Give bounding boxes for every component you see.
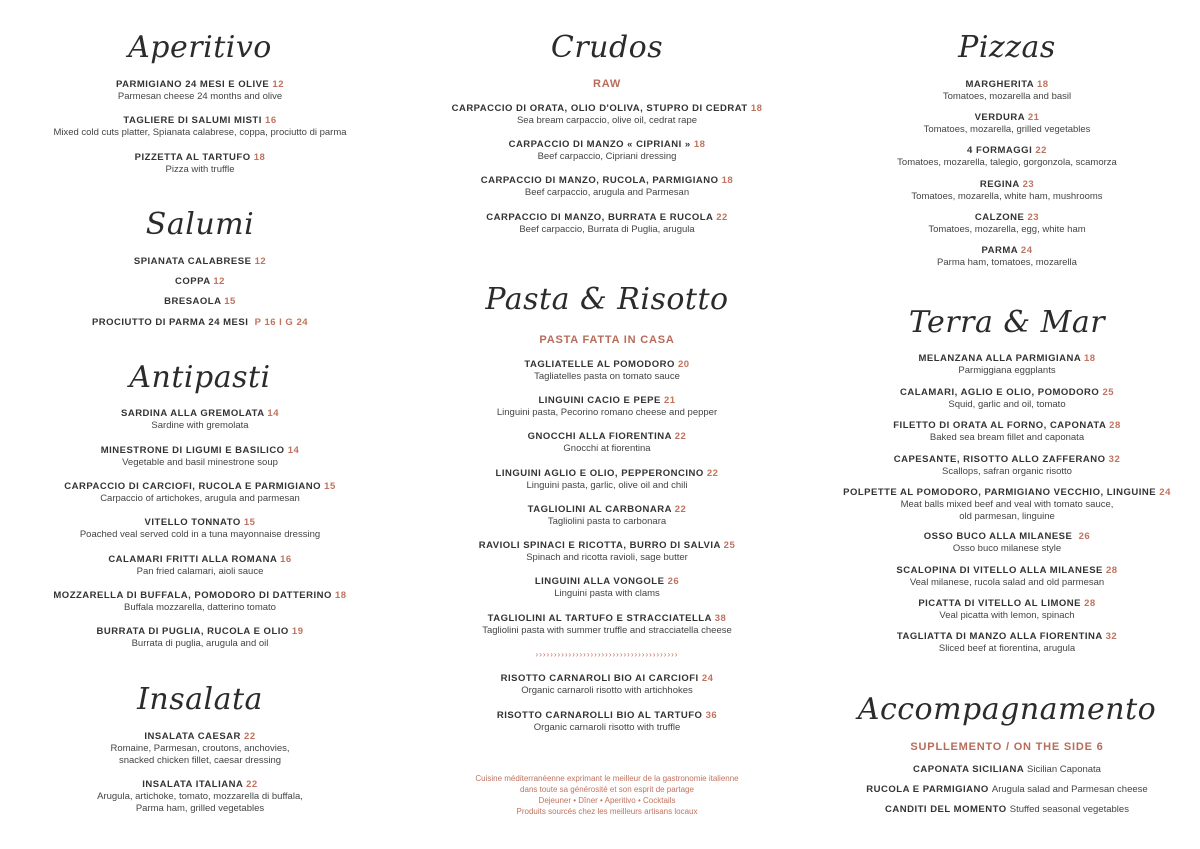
menu-item	[814, 353, 1200, 377]
footer-note	[400, 773, 814, 817]
menu-item	[400, 139, 814, 163]
menu-item	[814, 179, 1200, 203]
item-price: 16	[265, 115, 277, 126]
menu-item	[0, 152, 400, 176]
item-name: CAPESANTE, RISOTTO ALLO ZAFFERANO	[893, 454, 1106, 465]
item-name: VITELLO TONNATO	[144, 517, 241, 528]
item-price: 18	[750, 103, 763, 114]
item-name: CALAMARI FRITTI ALLA ROMANA	[108, 554, 277, 565]
menu-item	[814, 565, 1200, 589]
item-desc: Beef carpaccio, arugula and Parmesan	[524, 187, 690, 198]
item-name: VERDURA	[974, 112, 1025, 123]
menu-item	[0, 317, 400, 329]
item-price: 36	[705, 710, 718, 721]
item-name: MOZZARELLA DI BUFFALA, POMODORO DI DATTERINO	[53, 590, 332, 601]
item-name: INSALATA ITALIANA	[142, 779, 243, 790]
menu-item	[814, 112, 1200, 136]
item-name: MELANZANA ALLA PARMIGIANA	[918, 353, 1081, 364]
menu-item	[0, 256, 400, 268]
item-price: 25	[1102, 387, 1115, 398]
item-price: 22	[674, 504, 687, 515]
item-price: 21	[663, 395, 676, 406]
item-desc: Tomatoes, mozarella, talegio, gorgonzola, scamorza	[897, 157, 1117, 168]
item-price: 19	[291, 626, 304, 637]
item-name: MARGHERITA	[965, 79, 1034, 90]
menu-item	[814, 387, 1200, 411]
item-price: 12	[272, 79, 284, 90]
item-desc: Veal milanese, rucola salad and old parmesan	[909, 577, 1105, 588]
item-price: 18	[253, 152, 266, 163]
item-name: BURRATA DI PUGLIA, RUCOLA E OLIO	[96, 626, 289, 637]
item-name: CARPACCIO DI ORATA, OLIO D'OLIVA, STUPRO DI CEDRAT	[451, 103, 748, 114]
item-desc: Parmesan cheese 24 months and olive	[117, 91, 283, 102]
item-desc: Sardine with gremolata	[151, 420, 249, 431]
item-price: 24	[701, 673, 714, 684]
item-desc: Tomatoes, mozarella, grilled vegetables	[923, 124, 1091, 135]
menu-item	[0, 517, 400, 541]
item-desc: Pan fried calamari, aioli sauce	[136, 566, 264, 577]
menu-item	[400, 359, 814, 383]
menu-item	[400, 576, 814, 600]
item-name: RISOTTO CARNAROLLI BIO AL TARTUFO	[496, 710, 703, 721]
item-price: 14	[267, 408, 279, 419]
item-price: 12	[213, 276, 225, 287]
menu-item	[814, 598, 1200, 622]
item-desc: Scallops, safran organic risotto	[942, 466, 1072, 477]
footer-line: dans toute sa générosité et son esprit de partage	[520, 785, 694, 794]
footer-line: Produits sourcés chez les meilleurs artisans locaux	[516, 807, 698, 816]
menu-item	[400, 175, 814, 199]
menu-item	[0, 554, 400, 578]
item-price: 26	[667, 576, 680, 587]
menu-item	[400, 504, 814, 528]
menu-item	[400, 395, 814, 419]
item-name: PICATTA DI VITELLO AL LIMONE	[918, 598, 1081, 609]
item-price: P 16 I G 24	[254, 317, 309, 328]
item-desc: Stuffed seasonal vegetables	[1009, 804, 1129, 815]
item-price: 24	[1020, 245, 1033, 256]
item-desc: Linguini pasta, garlic, olive oil and chili	[526, 480, 688, 491]
item-desc: Pizza with truffle	[165, 164, 235, 175]
item-desc: Linguini pasta with clams	[554, 588, 660, 599]
item-name: CAPONATA SICILIANA	[913, 764, 1024, 775]
menu-item	[400, 673, 814, 697]
menu-item	[0, 779, 400, 815]
menu-item	[814, 804, 1200, 816]
item-price: 15	[243, 517, 256, 528]
item-desc: Baked sea bream fillet and caponata	[929, 432, 1085, 443]
ornamental-divider: ›››››››››››››››››››››››››››››››››››››››	[535, 650, 679, 659]
item-name: RISOTTO CARNAROLI BIO AI CARCIOFI	[500, 673, 699, 684]
menu-item	[400, 540, 814, 564]
item-name: SPIANATA CALABRESE	[133, 256, 252, 267]
item-name: LINGUINI AGLIO E OLIO, PEPPERONCINO	[495, 468, 704, 479]
item-desc: Gnocchi at fiorentina	[563, 443, 651, 454]
item-desc: Tagliolini pasta with summer truffle and stracciatella cheese	[482, 625, 732, 636]
item-price: 22	[244, 731, 256, 742]
menu-item	[814, 454, 1200, 478]
menu-item	[814, 420, 1200, 444]
item-name: FILETTO DI ORATA AL FORNO, CAPONATA	[893, 420, 1107, 431]
item-desc: Organic carnaroli risotto with artichhokes	[521, 685, 693, 696]
item-desc: Romaine, Parmesan, croutons, anchovies,	[110, 743, 290, 754]
item-desc: Buffala mozzarella, datterino tomato	[124, 602, 276, 613]
item-price: 15	[324, 481, 336, 492]
menu-item	[400, 431, 814, 455]
item-name: CALAMARI, AGLIO E OLIO, POMODORO	[899, 387, 1100, 398]
menu-item	[814, 79, 1200, 103]
menu-item	[814, 531, 1200, 555]
menu-item	[814, 764, 1200, 776]
menu-item	[814, 212, 1200, 236]
menu-item	[814, 145, 1200, 169]
section-title-crudos: Crudos	[550, 30, 664, 65]
item-name: SCALOPINA DI VITELLO ALLA MILANESE	[896, 565, 1103, 576]
item-name: TAGLIATTA DI MANZO ALLA FIORENTINA	[896, 631, 1103, 642]
item-desc: Sliced beef at fiorentina, arugula	[938, 643, 1076, 654]
item-price: 32	[1108, 454, 1121, 465]
menu-item	[400, 468, 814, 492]
item-price: 24	[1159, 487, 1171, 498]
item-name: CARPACCIO DI MANZO, RUCOLA, PARMIGIANO	[480, 175, 719, 186]
item-desc: Sicilian Caponata	[1027, 764, 1101, 775]
item-name: PARMA	[981, 245, 1018, 256]
item-price: 38	[714, 613, 727, 624]
section-subtitle: SUPLLEMENTO / ON THE SIDE 6	[910, 741, 1104, 753]
section-subtitle: PASTA FATTA IN CASA	[539, 334, 675, 346]
menu-item	[0, 408, 400, 432]
item-price: 15	[224, 296, 236, 307]
menu-item	[814, 487, 1200, 523]
footer-line: Cuisine méditerranéenne exprimant le meilleur de la gastronomie italienne	[475, 774, 739, 783]
item-price: 20	[678, 359, 690, 370]
item-desc-line2: snacked chicken fillet, caesar dressing	[118, 755, 282, 766]
item-desc: Sea bream carpaccio, olive oil, cedrat rape	[516, 115, 698, 126]
menu-item	[0, 481, 400, 505]
item-desc: Arugula, artichoke, tomato, mozzarella di buffala,	[97, 791, 303, 802]
item-name: POLPETTE AL POMODORO, PARMIGIANO VECCHIO, LINGUINE	[843, 487, 1157, 498]
item-price: 22	[716, 212, 728, 223]
item-desc: Burrata di puglia, arugula and oil	[131, 638, 269, 649]
item-name: COPPA	[175, 276, 211, 287]
menu-item	[400, 613, 814, 637]
item-desc: Tomatoes, mozarella, egg, white ham	[928, 224, 1086, 235]
item-desc: Poached veal served cold in a tuna mayonnaise dressing	[79, 529, 321, 540]
item-name: PIZZETTA AL TARTUFO	[134, 152, 251, 163]
item-desc: Organic carnaroli risotto with truffle	[533, 722, 681, 733]
menu-item	[400, 212, 814, 236]
item-name: INSALATA CAESAR	[144, 731, 241, 742]
menu-item	[0, 79, 400, 103]
item-name: RAVIOLI SPINACI E RICOTTA, BURRO DI SALVIA	[478, 540, 721, 551]
menu-item	[400, 103, 814, 127]
item-desc-line2: old parmesan, linguine	[959, 511, 1055, 522]
item-name: LINGUINI CACIO E PEPE	[538, 395, 661, 406]
item-price: 18	[693, 139, 706, 150]
item-desc: Beef carpaccio, Cipriani dressing	[537, 151, 677, 162]
item-price: 28	[1106, 565, 1118, 576]
item-price: 32	[1105, 631, 1118, 642]
item-name: TAGLIATELLE AL POMODORO	[524, 359, 675, 370]
item-price: 23	[1027, 212, 1040, 223]
menu-item	[0, 590, 400, 614]
menu-item	[0, 445, 400, 469]
menu-item	[0, 115, 400, 139]
item-name: PROCIUTTO DI PARMA 24 MESI	[91, 317, 249, 328]
item-desc: Meat balls mixed beef and veal with tomato sauce,	[900, 499, 1114, 510]
section-title-aperitivo: Aperitivo	[128, 30, 272, 65]
item-name: RUCOLA E PARMIGIANO	[866, 784, 989, 795]
item-desc: Veal picatta with lemon, spinach	[939, 610, 1075, 621]
item-name: CALZONE	[974, 212, 1025, 223]
item-desc: Parma ham, tomatoes, mozarella	[937, 257, 1077, 268]
item-price: 28	[1109, 420, 1121, 431]
item-name: MINESTRONE DI LIGUMI E BASILICO	[100, 445, 285, 456]
item-desc: Beef carpaccio, Burrata di Puglia, arugula	[519, 224, 695, 235]
item-name: REGINA	[979, 179, 1020, 190]
item-desc: Linguini pasta, Pecorino romano cheese and pepper	[496, 407, 718, 418]
section-title-salumi: Salumi	[145, 207, 255, 242]
item-name: TAGLIERE DI SALUMI MISTI	[123, 115, 262, 126]
section-subtitle: RAW	[592, 78, 622, 90]
section-title-antipasti: Antipasti	[129, 360, 271, 395]
item-desc: Arugula salad and Parmesan cheese	[991, 784, 1148, 795]
item-desc: Parmiggiana eggplants	[958, 365, 1056, 376]
item-name: PARMIGIANO 24 MESI E OLIVE	[116, 79, 270, 90]
menu-item	[814, 245, 1200, 269]
item-price: 26	[1078, 531, 1091, 542]
item-name: OSSO BUCO ALLA MILANESE	[923, 531, 1073, 542]
item-price: 25	[723, 540, 736, 551]
item-name: SARDINA ALLA GREMOLATA	[121, 408, 265, 419]
menu-item	[0, 626, 400, 650]
item-name: CARPACCIO DI CARCIOFI, RUCOLA E PARMIGIANO	[64, 481, 322, 492]
item-price: 18	[335, 590, 347, 601]
item-desc: Squid, garlic and oil, tomato	[948, 399, 1066, 410]
menu-item	[814, 631, 1200, 655]
item-desc: Spinach and ricotta ravioli, sage butter	[526, 552, 688, 563]
section-title-terra-mar: Terra & Mar	[908, 305, 1106, 340]
item-name: CANDITI DEL MOMENTO	[885, 804, 1007, 815]
section-title-pizzas: Pizzas	[958, 30, 1056, 65]
item-price: 22	[1035, 145, 1047, 156]
item-desc: Tomatoes, mozarella, white ham, mushrooms	[911, 191, 1103, 202]
item-price: 12	[254, 256, 267, 267]
item-name: TAGLIOLINI AL TARTUFO E STRACCIATELLA	[487, 613, 712, 624]
item-desc: Tagliatelles pasta on tomato sauce	[534, 371, 680, 382]
item-desc-line2: Parma ham, grilled vegetables	[135, 803, 265, 814]
item-desc: Osso buco milanese style	[952, 543, 1062, 554]
item-name: LINGUINI ALLA VONGOLE	[534, 576, 665, 587]
item-price: 22	[674, 431, 687, 442]
section-title-accompagnamento: Accompagnamento	[857, 692, 1157, 727]
item-price: 18	[1036, 79, 1049, 90]
menu-item	[0, 296, 400, 308]
section-title-pasta-risotto: Pasta & Risotto	[485, 282, 729, 317]
item-desc: Tomatoes, mozarella and basil	[942, 91, 1072, 102]
item-price: 18	[1083, 353, 1096, 364]
item-desc: Tagliolini pasta to carbonara	[547, 516, 667, 527]
menu-item	[0, 276, 400, 288]
item-name: TAGLIOLINI AL CARBONARA	[527, 504, 672, 515]
item-price: 22	[706, 468, 719, 479]
item-price: 18	[721, 175, 734, 186]
item-price: 16	[280, 554, 292, 565]
section-title-insalata: Insalata	[137, 682, 263, 717]
item-price: 14	[287, 445, 300, 456]
item-name: BRESAOLA	[164, 296, 222, 307]
item-name: CARPACCIO DI MANZO « CIPRIANI »	[508, 139, 691, 150]
item-desc: Mixed cold cuts platter, Spianata calabrese, coppa, prociutto di parma	[53, 127, 347, 138]
footer-line: Dejeuner • Dîner • Aperitivo • Cocktails	[538, 796, 676, 805]
item-desc: Vegetable and basil minestrone soup	[122, 457, 278, 468]
item-price: 28	[1084, 598, 1096, 609]
item-name: CARPACCIO DI MANZO, BURRATA E RUCOLA	[486, 212, 714, 223]
item-price: 21	[1027, 112, 1040, 123]
menu-item	[0, 731, 400, 767]
item-price: 23	[1022, 179, 1035, 190]
item-price: 22	[246, 779, 258, 790]
menu-item	[814, 784, 1200, 796]
menu-item	[400, 710, 814, 734]
item-desc: Carpaccio of artichokes, arugula and parmesan	[100, 493, 300, 504]
item-name: GNOCCHI ALLA FIORENTINA	[527, 431, 672, 442]
item-name: 4 FORMAGGI	[967, 145, 1033, 156]
